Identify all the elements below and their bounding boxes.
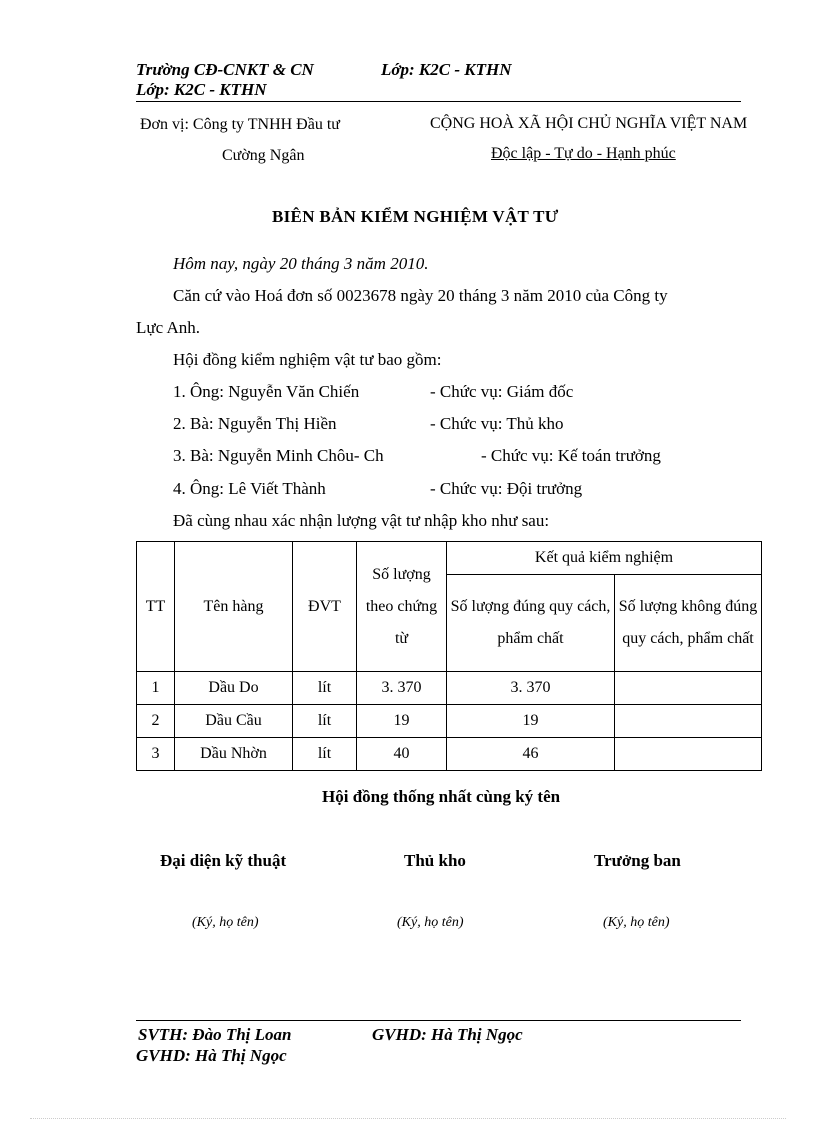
header-class-line2: Lớp: K2C - KTHN (136, 80, 267, 99)
cell-ok: 46 (447, 738, 615, 771)
table-header-row (137, 542, 762, 575)
basis-line1: Căn cứ vào Hoá đơn số 0023678 ngày 20 tháng 3 năm 2010 của Công ty (173, 286, 668, 305)
member-role: - Chức vụ: Đội trưởng (430, 479, 583, 498)
cell-name: Dầu Do (175, 672, 293, 705)
page-bottom-edge (30, 1118, 786, 1119)
member-name: 2. Bà: Nguyễn Thị Hiền (173, 414, 337, 433)
signature-keeper-title: Thủ kho (404, 851, 466, 870)
signature-tech-title: Đại diện kỹ thuật (160, 851, 287, 870)
header-ok: Số lượng đúng quy cách, phẩm chất (447, 575, 615, 672)
cell-tt: 1 (137, 672, 175, 705)
cell-ok: 19 (447, 705, 615, 738)
cell-doc-qty: 3. 370 (357, 672, 447, 705)
member-role: - Chức vụ: Thủ kho (430, 414, 564, 433)
cell-unit: lít (293, 672, 357, 705)
header-rule (136, 101, 741, 102)
cell-not-ok (615, 738, 762, 771)
footer-rule (136, 1020, 741, 1021)
motto: Độc lập - Tự do - Hạnh phúc (491, 145, 676, 162)
header-name: Tên hàng (175, 542, 293, 672)
header-doc-qty: Số lượng theo chứng từ (357, 542, 447, 672)
basis-line2: Lực Anh. (136, 318, 200, 337)
footer-student: SVTH: Đào Thị Loan (138, 1025, 292, 1044)
confirm-line: Đã cùng nhau xác nhận lượng vật tư nhập kho như sau: (173, 511, 550, 530)
signature-head-note: (Ký, họ tên) (603, 915, 670, 930)
signature-head-title: Trưởng ban (594, 851, 681, 870)
cell-name: Dầu Nhờn (175, 738, 293, 771)
date-line: Hôm nay, ngày 20 tháng 3 năm 2010. (173, 254, 429, 273)
inspection-table (136, 541, 762, 771)
footer-advisor: GVHD: Hà Thị Ngọc (372, 1025, 523, 1044)
header-result: Kết quả kiểm nghiệm (447, 542, 762, 575)
cell-not-ok (615, 705, 762, 738)
nation-title: CỘNG HOÀ XÃ HỘI CHỦ NGHĨA VIỆT NAM (430, 115, 748, 132)
council-intro: Hội đồng kiểm nghiệm vật tư bao gồm: (173, 350, 442, 369)
table-row (137, 705, 762, 738)
signatures-heading: Hội đồng thống nhất cùng ký tên (322, 787, 561, 806)
signature-tech-note: (Ký, họ tên) (192, 915, 259, 930)
document-title: BIÊN BẢN KIỂM NGHIỆM VẬT TƯ (272, 207, 559, 226)
member-name: 3. Bà: Nguyễn Minh Chôu- Ch (173, 446, 384, 465)
header-school: Trường CĐ-CNKT & CN (136, 60, 314, 79)
cell-unit: lít (293, 738, 357, 771)
table-row (137, 738, 762, 771)
unit-line1: Đơn vị: Công ty TNHH Đầu tư (140, 116, 340, 133)
unit-line2: Cường Ngân (222, 147, 305, 164)
member-role: - Chức vụ: Kế toán trưởng (481, 446, 661, 465)
footer-advisor-line2: GVHD: Hà Thị Ngọc (136, 1046, 287, 1065)
header-class: Lớp: K2C - KTHN (381, 60, 512, 79)
header-not-ok: Số lượng không đúng quy cách, phẩm chất (615, 575, 762, 672)
cell-unit: lít (293, 705, 357, 738)
member-name: 4. Ông: Lê Viết Thành (173, 479, 326, 498)
cell-name: Dầu Cầu (175, 705, 293, 738)
member-name: 1. Ông: Nguyễn Văn Chiến (173, 382, 360, 401)
cell-tt: 2 (137, 705, 175, 738)
cell-doc-qty: 40 (357, 738, 447, 771)
cell-not-ok (615, 672, 762, 705)
cell-ok: 3. 370 (447, 672, 615, 705)
table-row (137, 672, 762, 705)
header-tt: TT (137, 542, 175, 672)
cell-doc-qty: 19 (357, 705, 447, 738)
member-role: - Chức vụ: Giám đốc (430, 382, 574, 401)
signature-keeper-note: (Ký, họ tên) (397, 915, 464, 930)
header-unit: ĐVT (293, 542, 357, 672)
cell-tt: 3 (137, 738, 175, 771)
